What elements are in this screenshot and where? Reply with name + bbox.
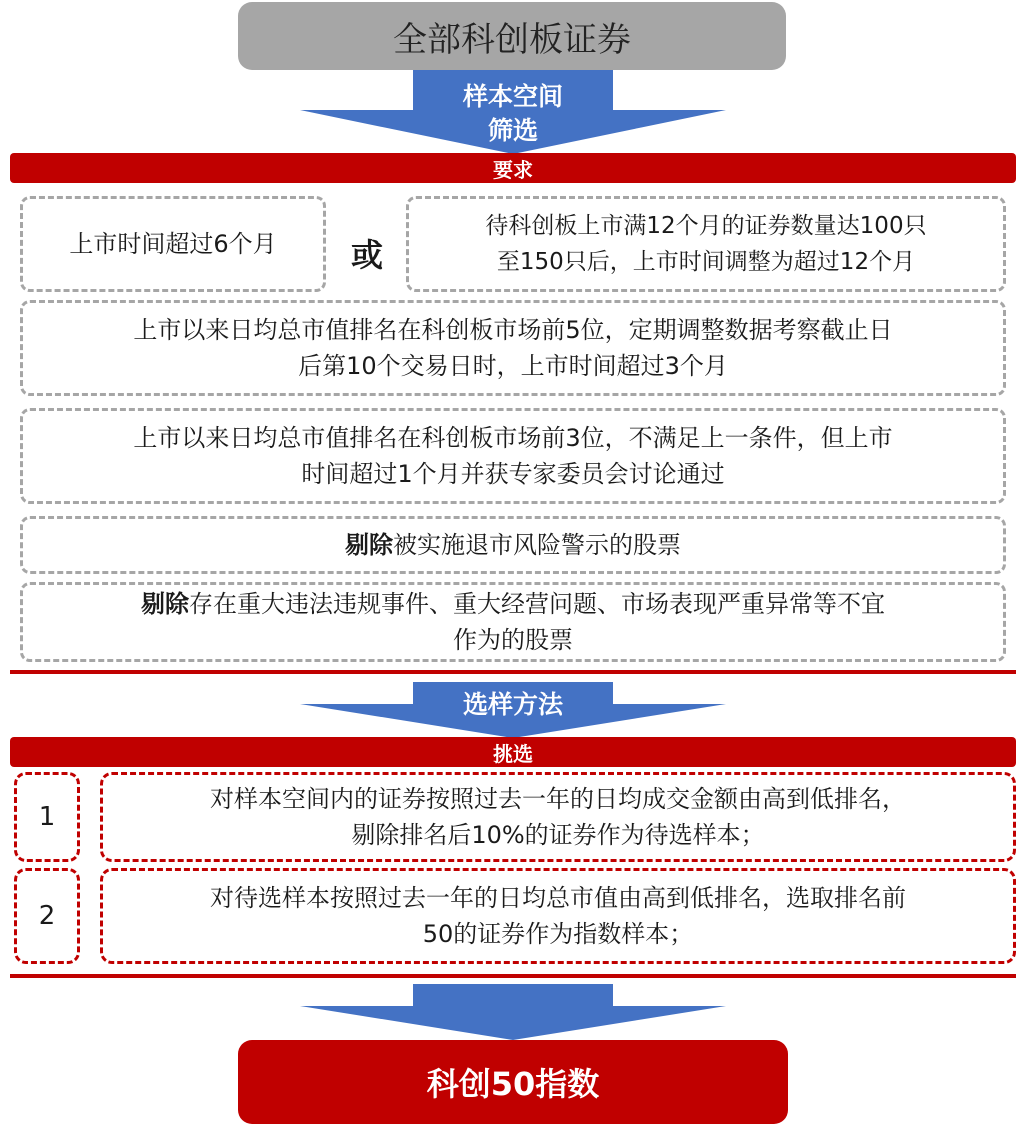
- or-connector: 或: [350, 236, 383, 274]
- section-bar-selection: [10, 737, 1016, 767]
- step-number: 2: [38, 901, 56, 931]
- step-description: [100, 868, 1016, 964]
- requirement-top3-line1: 上市以来日均总市值排名在科创板市场前3位，不满足上一条件，但上市: [133, 424, 893, 452]
- requirement-adjust-line2: 至150只后，上市时间调整为超过12个月: [496, 249, 916, 275]
- source-box-label: 全部科创板证券: [393, 19, 631, 60]
- requirement-adjust-line1: 待科创板上市满12个月的证券数量达100只: [485, 213, 927, 239]
- arrow1-line2: 筛选: [487, 116, 538, 145]
- result-box: [238, 1040, 788, 1124]
- arrow-down-icon: [300, 984, 726, 1040]
- requirement-top5-line2: 后第10个交易日时，上市时间超过3个月: [298, 352, 728, 380]
- exclusion-prefix: 剔除: [141, 590, 189, 618]
- exclusion-violations-line1: 存在重大违法违规事件、重大经营问题、市场表现严重异常等不宜: [189, 590, 885, 618]
- step-number: 1: [38, 802, 56, 832]
- exclusion-violations: [20, 582, 1006, 662]
- section-divider: [10, 670, 1016, 674]
- arrow1-line1: 样本空间: [462, 82, 563, 111]
- step-number-box: [14, 772, 80, 862]
- section-bar-label: 挑选: [493, 741, 533, 766]
- requirement-top5: [20, 300, 1006, 396]
- requirement-top3: [20, 408, 1006, 504]
- exclusion-delisting-text: 被实施退市风险警示的股票: [393, 531, 681, 559]
- requirement-listing-time: [20, 196, 326, 292]
- requirement-top3-line2: 时间超过1个月并获专家委员会讨论通过: [301, 460, 725, 488]
- step1-line1: 对样本空间内的证券按照过去一年的日均成交金额由高到低排名，: [210, 785, 906, 813]
- section-bar-requirements: [10, 153, 1016, 183]
- step2-line2: 50的证券作为指数样本；: [422, 920, 694, 948]
- step2-line1: 对待选样本按照过去一年的日均总市值由高到低排名，选取排名前: [210, 884, 906, 912]
- requirement-top5-line1: 上市以来日均总市值排名在科创板市场前5位，定期调整数据考察截止日: [133, 316, 893, 344]
- source-box: [238, 2, 786, 70]
- exclusion-violations-line2: 作为的股票: [453, 626, 573, 654]
- step-description: [100, 772, 1016, 862]
- step1-line2: 剔除排名后10%的证券作为待选样本；: [351, 821, 765, 849]
- arrow1-label: [413, 80, 613, 148]
- exclusion-prefix: 剔除: [345, 531, 393, 559]
- section-bar-label: 要求: [493, 157, 533, 182]
- arrow2-label: 选样方法: [462, 690, 563, 719]
- exclusion-delisting-risk: [20, 516, 1006, 574]
- requirement-listing-time-adjust: [406, 196, 1006, 292]
- step-number-box: [14, 868, 80, 964]
- requirement-listing-time-text: 上市时间超过6个月: [69, 230, 277, 258]
- section-divider: [10, 974, 1016, 978]
- result-box-label: 科创50指数: [426, 1065, 600, 1103]
